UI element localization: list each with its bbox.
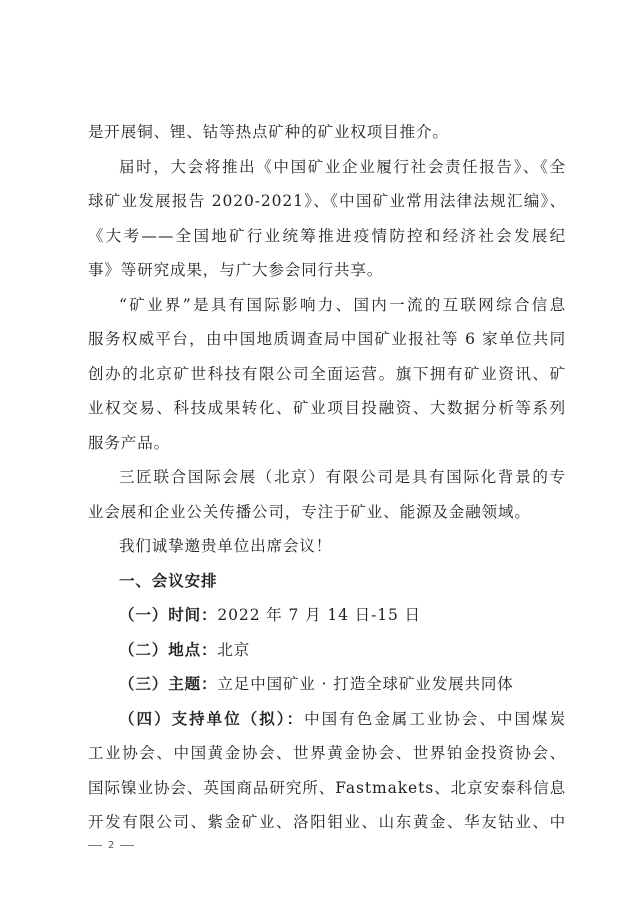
line: 服务权威平台，由中国地质调查局中国矿业报社等 6 家单位共同 bbox=[88, 330, 566, 348]
line: 业会展和企业公关传播公司，专注于矿业、能源及金融领域。 bbox=[88, 502, 531, 521]
line: 创办的北京矿世科技有限公司全面运营。旗下拥有矿业资讯、矿 bbox=[88, 364, 566, 383]
line: 球矿业发展报告 2020-2021》、《中国矿业常用法律法规汇编》、 bbox=[88, 192, 566, 210]
item-value: 中国有色金属工业协会、中国煤炭 bbox=[304, 709, 566, 728]
item-theme bbox=[88, 667, 566, 702]
line: 三匠联合国际会展（北京）有限公司是具有国际化背景的专 bbox=[119, 468, 566, 486]
paragraph-intro-tail: 是开展铜、锂、钴等热点矿种的矿业权项目推介。 bbox=[88, 123, 449, 141]
line bbox=[88, 702, 566, 737]
paragraph-invitation: 我们诚挚邀贵单位出席会议！ bbox=[119, 537, 333, 555]
line: 《大考——全国地矿行业统筹推进疫情防控和经济社会发展纪 bbox=[88, 226, 566, 245]
section-heading: 一、会议安排 bbox=[119, 570, 218, 590]
item-support bbox=[88, 702, 566, 840]
footer-dash-left bbox=[88, 845, 102, 846]
line: 国际镍业协会、英国商品研究所、Fastmakets、北京安泰科信息 bbox=[88, 778, 566, 797]
line: 开发有限公司、紫金矿业、洛阳钼业、山东黄金、华友钴业、中 bbox=[88, 813, 566, 831]
line: 事》等研究成果，与广大参会同行共享。 bbox=[88, 261, 384, 279]
item-value: 立足中国矿业 · 打造全球矿业发展共同体 bbox=[217, 675, 514, 693]
page-number: 2 bbox=[108, 840, 115, 851]
item-label: （四）支持单位（拟）： bbox=[119, 708, 305, 728]
line: “矿业界”是具有国际影响力、国内一流的互联网综合信息 bbox=[119, 295, 566, 314]
item-time bbox=[88, 598, 566, 633]
line: 届时，大会将推出《中国矿业企业履行社会责任报告》、《全 bbox=[119, 157, 566, 176]
item-label: （一）时间： bbox=[119, 605, 218, 624]
paragraph-sanjiang bbox=[88, 460, 566, 529]
line: 服务产品。 bbox=[88, 433, 171, 452]
paragraph-kuangyejie bbox=[88, 288, 566, 461]
line: 业权交易、科技成果转化、矿业项目投融资、大数据分析等系列 bbox=[88, 399, 566, 417]
item-label: （二）地点： bbox=[119, 639, 218, 659]
line: 工业协会、中国黄金协会、世界黄金协会、世界铂金投资协会、 bbox=[88, 744, 566, 762]
item-place bbox=[88, 633, 566, 668]
paragraph-results bbox=[88, 150, 566, 288]
page-content bbox=[88, 115, 566, 840]
item-label: （三）主题： bbox=[119, 674, 218, 693]
item-value: 北京 bbox=[217, 640, 251, 659]
footer-dash-right bbox=[120, 845, 134, 846]
page-footer bbox=[88, 840, 134, 851]
item-value: 2022 年 7 月 14 日-15 日 bbox=[217, 606, 421, 624]
